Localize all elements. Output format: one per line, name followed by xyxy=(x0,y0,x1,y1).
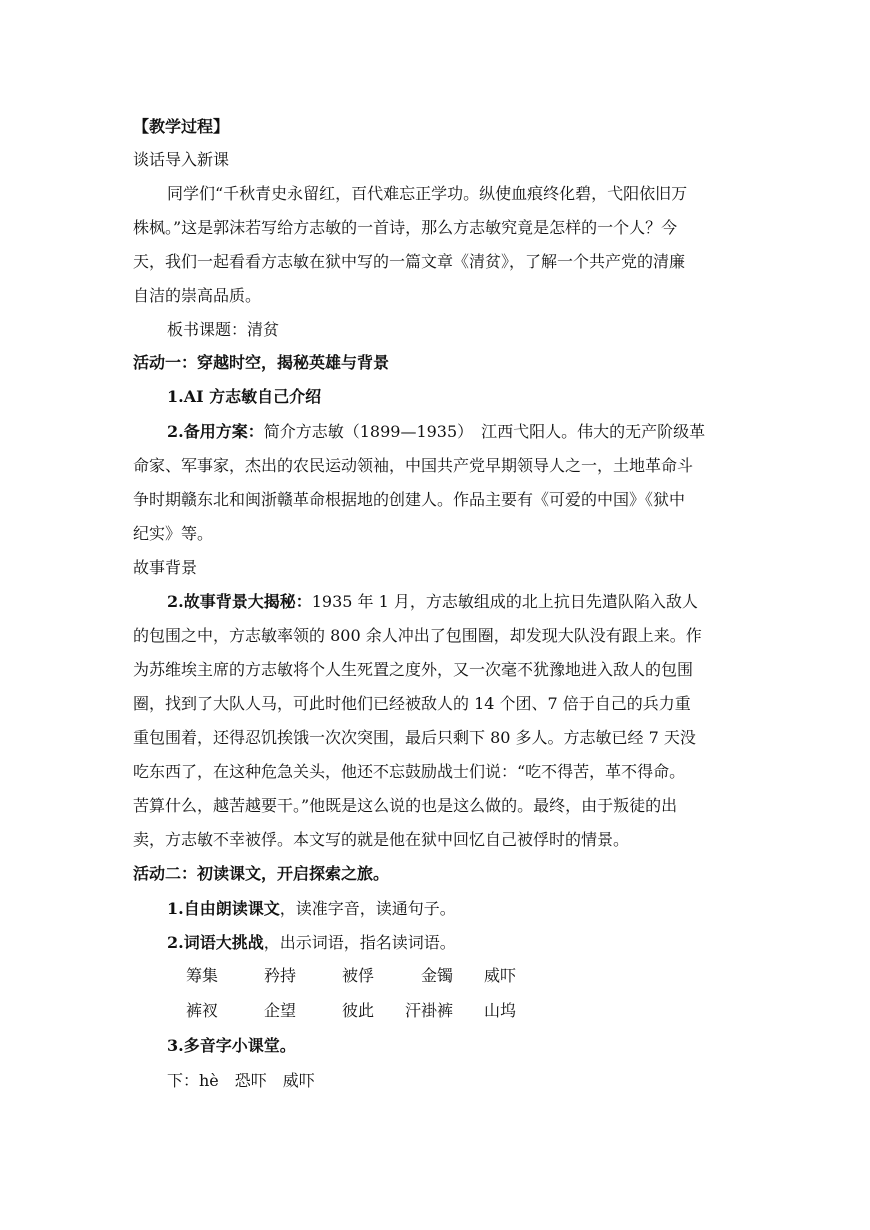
story-line: 的包围之中，方志敏率领的 800 余人冲出了包围圈，却发现大队没有跟上来。作 xyxy=(133,626,702,645)
item1-label: 1.自由朗读课文 xyxy=(167,899,280,918)
activity1-item2-line: 命家、军事家，杰出的农民运动领袖，中国共产党早期领导人之一，土地革命斗 xyxy=(133,456,694,475)
intro-title: 谈话导入新课 xyxy=(133,150,230,169)
story-line xyxy=(167,592,783,612)
vocab-word: 矜持 xyxy=(264,966,297,985)
story-line: 重包围着，还得忍饥挨饿一次次突围，最后只剩下 80 多人。方志敏已经 7 天没 xyxy=(133,728,696,747)
vocab-word: 金镯 xyxy=(421,966,454,985)
story-line: 卖，方志敏不幸被俘。本文写的就是他在狱中回忆自己被俘时的情景。 xyxy=(133,830,630,849)
activity2-title: 活动二：初读课文，开启探索之旅。 xyxy=(133,864,390,883)
words-row-2 xyxy=(0,1001,870,1021)
activity2-item3: 3.多音字小课堂。 xyxy=(167,1036,296,1055)
item2-label: 2.词语大挑战 xyxy=(167,933,264,952)
vocab-word: 威吓 xyxy=(484,966,517,985)
activity1-item2-line xyxy=(167,422,783,442)
item2-text: 简介方志敏（1899—1935） 江西弋阳人。伟大的无产阶级革 xyxy=(263,422,706,441)
activity2-item2 xyxy=(167,933,783,953)
activity2-item1 xyxy=(167,899,783,919)
story-text: 1935 年 1 月，方志敏组成的北上抗日先遣队陷入敌人 xyxy=(311,592,698,611)
words-row-1 xyxy=(0,966,870,986)
item2-text: ，出示词语，指名读词语。 xyxy=(263,933,456,952)
vocab-word: 企望 xyxy=(264,1001,297,1020)
item1-text: ，读准字音，读通句子。 xyxy=(279,899,456,918)
section-heading: 【教学过程】 xyxy=(133,117,230,136)
story-title: 故事背景 xyxy=(133,558,198,577)
activity1-item2-line: 纪实》等。 xyxy=(133,524,214,543)
story-line: 吃东西了，在这种危急关头，他还不忘鼓励战士们说：“吃不得苦，革不得命。 xyxy=(133,762,686,781)
activity1-item2-line: 争时期赣东北和闽浙赣革命根据地的创建人。作品主要有《可爱的中国》《狱中 xyxy=(133,490,686,509)
vocab-word: 筹集 xyxy=(186,966,219,985)
vocab-word: 被俘 xyxy=(342,966,375,985)
story-label: 2.故事背景大揭秘： xyxy=(167,592,312,611)
story-line: 苦算什么，越苦越要干。”他既是这么说的也是这么做的。最终，由于叛徒的出 xyxy=(133,796,678,815)
activity1-title: 活动一：穿越时空，揭秘英雄与背景 xyxy=(133,353,390,372)
intro-paragraph-line: 自洁的崇高品质。 xyxy=(133,286,262,305)
story-line: 为苏维埃主席的方志敏将个人生死置之度外，又一次毫不犹豫地进入敌人的包围 xyxy=(133,660,694,679)
polyphone-line: 下：hè 恐吓 威吓 xyxy=(167,1071,315,1090)
intro-paragraph-line: 同学们“千秋青史永留红，百代难忘正学功。纵使血痕终化碧，弋阳依旧万 xyxy=(167,184,688,203)
vocab-word: 山坞 xyxy=(484,1001,517,1020)
board-title: 板书课题：清贫 xyxy=(167,320,280,339)
item2-label: 2.备用方案： xyxy=(167,422,264,441)
story-line: 圈，找到了大队人马，可此时他们已经被敌人的 14 个团、7 倍于自己的兵力重 xyxy=(133,694,691,713)
activity1-item1: 1.AI 方志敏自己介绍 xyxy=(167,387,322,406)
vocab-word: 裤衩 xyxy=(186,1001,219,1020)
vocab-word: 彼此 xyxy=(342,1001,375,1020)
intro-paragraph-line: 天，我们一起看看方志敏在狱中写的一篇文章《清贫》，了解一个共产党的清廉 xyxy=(133,252,686,271)
intro-paragraph-line: 株枫。”这是郭沫若写给方志敏的一首诗，那么方志敏究竟是怎样的一个人？今 xyxy=(133,218,678,237)
vocab-word: 汗褂裤 xyxy=(405,1001,454,1020)
